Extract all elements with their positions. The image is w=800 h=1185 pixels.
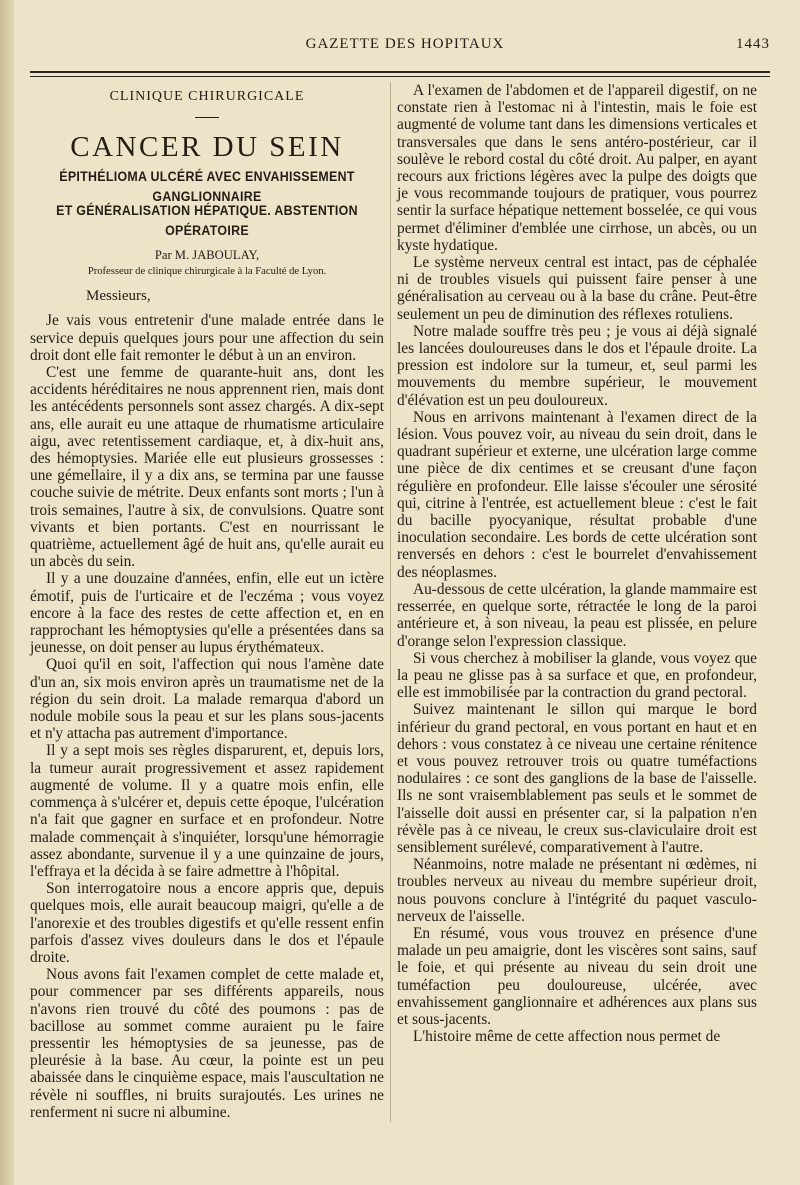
page-number: 1443 [736,36,770,52]
paragraph: Suivez maintenant le sillon qui marque le bord inférieur du grand pectoral, en vous portant en haut et en dehors : vous constatez à ce niveau une certaine rénitence et vous pouvez retrouver trois ou quatre tuméfactions nodulaires : ce sont des ganglions de la base de l'aisselle. Ils ne sont vraisemblablement pas seuls et le sommet de l'aisselle doit aussi en présenter car, si la palpation n'en révèle pas à ce niveau, le creux sus-claviculaire droit est sensiblement surélevé, comparativement à l'autre. [397,701,757,856]
article-subtitle-1: ÉPITHÉLIOMA ULCÉRÉ AVEC ENVAHISSEMENT GANGLIONNAIRE [59,168,355,205]
journal-title: GAZETTE DES HOPITAUX [305,36,505,52]
paragraph: Je vais vous entretenir d'une malade entrée dans le service depuis quelques jours pour une affection du sein droit dont elle fait remonter le début à un an environ. [30,312,384,364]
right-column [397,82,757,1045]
paragraph: Son interrogatoire nous a encore appris que, depuis quelques mois, elle aurait beaucoup maigri, qu'elle a de l'anorexie et des troubles digestifs et qu'elle ressent enfin parfois d'assez vives douleurs dans le dos et l'épaule droite. [30,880,384,966]
left-column [30,82,384,1121]
page-edge-shadow [0,0,14,1185]
paragraph: A l'examen de l'abdomen et de l'appareil digestif, on ne constate rien à l'estomac ni à l'intestin, mais le foie est augmenté de volume tant dans les dimensions verticales et transversales que dans le sens antéro-postérieur, car il soulève le rebord costal du côté droit. Au palper, en ayant recours aux frictions légères avec la pulpe des doigts que je vous recommande toujours de pratiquer, vous pourrez sentir la surface hépatique nettement bosselée, ce qui vous permet d'éliminer d'emblée une cirrhose, un abcès, ou un kyste hydatique. [397,82,757,254]
paragraph: Il y a sept mois ses règles disparurent, et, depuis lors, la tumeur aurait progressivement et assez rapidement augmenté de volume. Il y a quatre mois enfin, elle commença à s'ulcérer et, depuis cette époque, l'ulcération n'a fait que gagner en surface et en profondeur. Notre malade commençait à s'inquiéter, lorsqu'une hémorragie assez abondante, survenue il y a une quinzaine de jours, l'effraya et la décida à se faire admettre à l'hôpital. [30,742,384,880]
section-rule [195,117,219,118]
section-heading: CLINIQUE CHIRURGICALE [109,89,305,104]
article-title: CANCER DU SEIN [70,131,344,164]
paragraph: En résumé, vous vous trouvez en présence d'une malade un peu amaigrie, dont les viscères sont sains, sauf le foie, et qui présente au niveau du sein droit une tuméfaction peu douloureuse, ulcérée, avec envahissement ganglionnaire et adhérences aux plans sus et sous-jacents. [397,924,757,1028]
paragraph: C'est une femme de quarante-huit ans, dont les accidents héréditaires ne nous apprennent rien, mais dont les antécédents personnels sont assez chargés. A dix-sept ans, elle aurait eu une attaque de rhumatisme articulaire aigu, avec retentissement cardiaque, et, à dix-huit ans, des hémoptysies. Mariée elle eut plusieurs grossesses : une gémellaire, il y a dix ans, se termina par une fausse couche suivie de métrite. Deux enfants sont morts ; l'un à trois semaines, l'autre à six, de convulsions. Quatre sont vivants et bien portants. C'est en nourrissant le quatrième, actuellement âgé de huit ans, qu'elle aurait eu un abcès du sein. [30,364,384,571]
paragraph: Notre malade souffre très peu ; je vous ai déjà signalé les lancées douloureuses dans le dos et l'épaule droite. La pression est indolore sur la tumeur, et, seul parmi les mouvements du membre supérieur, le mouvement d'élévation est un peu douloureux. [397,322,757,409]
paragraph: Il y a une douzaine d'années, enfin, elle eut un ictère émotif, puis de l'urticaire et de l'eczéma ; vous voyez encore à la face des restes de cette affection et, en en rapprochant les hémoptysies qu'elle a présentées dans sa jeunesse, on doit penser au lupus érythémateux. [30,570,384,657]
author-line: Par M. JABOULAY, [154,248,260,263]
header-rule-thin [30,76,770,77]
header-rule [30,71,770,73]
paragraph: Nous avons fait l'examen complet de cette malade et, pour commencer par ses différents appareils, nous n'avons rien trouvé du côté des poumons : pas de bacillose au sommet comme auraient pu le faire pressentir les hémoptysies de sa jeunesse, pas de pleurésie à la base. Au cœur, la pointe est un peu abaissée dans le cinquième espace, mais l'auscultation ne révèle ni souffles, ni bruits surajoutés. Les urines ne renferment ni sucre ni albumine. [30,966,384,1121]
author-affiliation: Professeur de clinique chirurgicale à la Faculté de Lyon. [87,266,327,278]
salutation: Messieurs, [86,288,151,305]
paragraph: Néanmoins, notre malade ne présentant ni œdèmes, ni troubles nerveux au niveau du membre supérieur droit, nous pouvons conclure à l'intégrité du paquet vasculo-nerveux de l'aisselle. [397,856,757,925]
paragraph: Si vous cherchez à mobiliser la glande, vous voyez que la peau ne glisse pas à sa surface et que, en profondeur, elle est immobilisée par la contraction du grand pectoral. [397,649,757,702]
paragraph: Nous en arrivons maintenant à l'examen direct de la lésion. Vous pouvez voir, au niveau du sein droit, dans le quadrant supérieur et externe, une ulcération large comme une pièce de dix centimes et se creusant d'une façon régulière en profondeur. Elle laisse s'écouler une sérosité qui, citrine à l'entrée, est actuellement bleue : c'est le fait du bacille pyocyanique, résultat probable d'une inoculation secondaire. Les bords de cette ulcération sont renversés en dehors : c'est le bourrelet d'envahissement des néoplasmes. [397,408,757,581]
column-divider [390,82,391,1122]
paragraph: L'histoire même de cette affection nous permet de [413,1028,721,1046]
paragraph: Le système nerveux central est intact, pas de céphalée ni de troubles visuels qui puissent faire penser à une généralisation au cerveau ou à la base du crâne. Peut-être seulement un peu de diminution des réflexes rotuliens. [397,254,757,323]
paragraph: Quoi qu'il en soit, l'affection qui nous l'amène date d'un an, six mois environ après un traumatisme net de la région du sein droit. La malade remarqua d'abord un nodule mobile sous la peau et sur les plans sous-jacents et n'y attacha pas autrement d'importance. [30,656,384,743]
article-subtitle-2: ET GÉNÉRALISATION HÉPATIQUE. ABSTENTION OPÉRATOIRE [56,202,358,239]
paragraph: Au-dessous de cette ulcération, la glande mammaire est resserrée, en quelque sorte, rétractée le long de la paroi antérieure et, à son niveau, la peau est plissée, en pelure d'orange selon l'expression classique. [397,580,757,650]
